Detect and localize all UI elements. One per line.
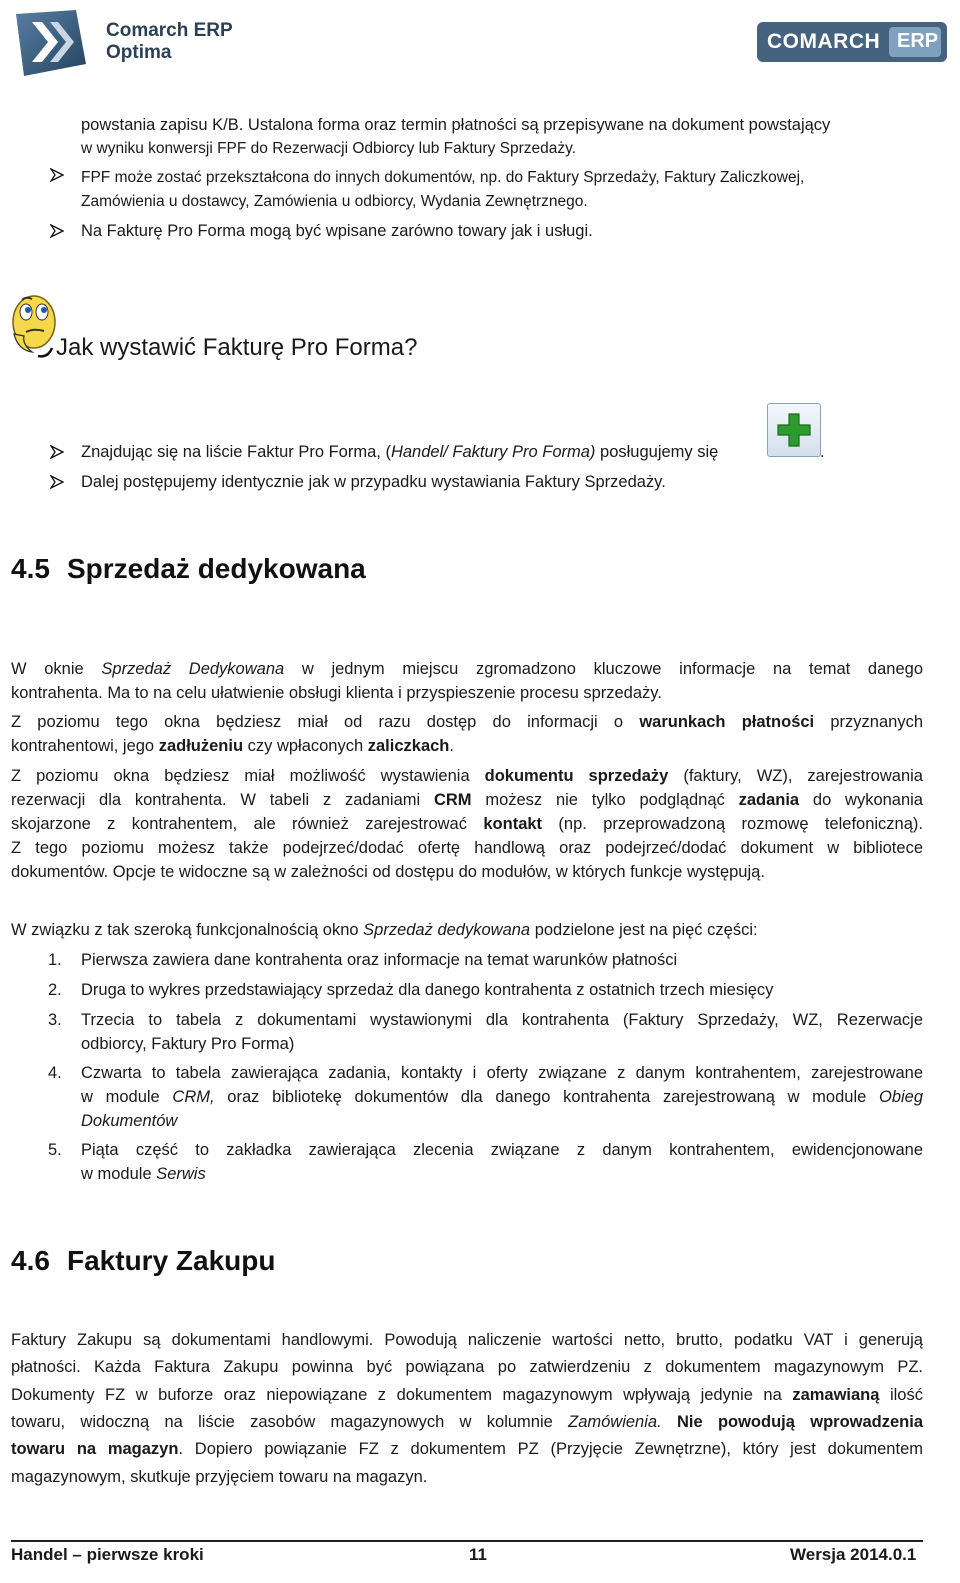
s45-p3-text-a: Z poziomu okna będziesz miał możliwość wystawienia bbox=[11, 767, 485, 785]
list-item-3-line-2: odbiorcy, Faktury Pro Forma) bbox=[81, 1035, 295, 1053]
footer-version: Wersja 2014.0.1 bbox=[790, 1545, 917, 1564]
logo-line-2: Optima bbox=[106, 42, 172, 63]
s46-text-a: Dokumenty FZ w buforze oraz niepowiązane z dokumentem magazynowym wpływają jedynie na bbox=[11, 1386, 793, 1404]
section-4-6-title: Faktury Zakupu bbox=[67, 1245, 276, 1276]
intro-bullet-1-line-2: Zamówienia u dostawcy, Zamówienia u odbiorcy, Wydania Zewnętrznego. bbox=[81, 193, 588, 210]
s45-p2-debt: zadłużeniu bbox=[158, 737, 244, 755]
bullet-arrow-icon bbox=[50, 475, 64, 489]
bullet-arrow-icon bbox=[50, 168, 64, 182]
s45-p3-text-b: (faktury, WZ), zarejestrowania bbox=[668, 767, 923, 785]
s45-p2-text-b: przyznanych bbox=[814, 713, 923, 731]
s46-line-3 bbox=[11, 1383, 923, 1407]
howto-bullet-1-path: Handel/ Faktury Pro Forma) bbox=[390, 443, 596, 461]
list-item-number: 1. bbox=[48, 951, 62, 969]
s45-p3-line-3 bbox=[11, 812, 923, 836]
list-item-5-module: Serwis bbox=[156, 1165, 206, 1183]
footer-page-number: 11 bbox=[469, 1545, 487, 1564]
s45-p3-contact: kontakt bbox=[483, 815, 543, 833]
list-item-number: 5. bbox=[48, 1141, 62, 1159]
s45-p3-crm: CRM bbox=[433, 791, 472, 809]
comarch-erp-logo bbox=[757, 22, 947, 62]
list-item-2: Druga to wykres przedstawiający sprzedaż dla danego kontrahenta z ostatnich trzech miesięcy bbox=[81, 981, 774, 999]
section-4-5-title: Sprzedaż dedykowana bbox=[67, 553, 366, 584]
list-item-4-line-3 bbox=[81, 1109, 177, 1133]
list-item-4-crm: CRM, bbox=[172, 1088, 215, 1106]
comarch-logo-text: COMARCH bbox=[767, 30, 881, 53]
list-item-number: 4. bbox=[48, 1064, 62, 1082]
s46-text-d: . Dopiero powiązanie FZ z dokumentem PZ (Przyjęcie Zewnętrzne), który jest dokumentem bbox=[178, 1440, 923, 1458]
howto-bullet-1-end: . bbox=[820, 443, 825, 461]
s45-p4-text-a: W związku z tak szeroką funkcjonalnością okno bbox=[11, 921, 364, 939]
intro-bullet-1-line-1: FPF może zostać przekształcona do innych dokumentów, np. do Faktury Sprzedaży, Faktury Zaliczkowej, bbox=[81, 169, 805, 186]
s45-p4-text-b: podzielone jest na pięć części: bbox=[530, 921, 758, 939]
list-item-5-line-1: Piąta część to zakładka zawierająca zlecenia związane z danym kontrahentem, ewidencjonowane bbox=[81, 1141, 923, 1159]
s46-text-b: ilość bbox=[879, 1386, 923, 1404]
s45-p3-text-c: rezerwacji dla kontrahenta. W tabeli z zadaniami bbox=[11, 791, 434, 809]
list-item-3-line-1: Trzecia to tabela z dokumentami wystawionymi dla kontrahenta (Faktury Sprzedaży, WZ, Rezerwacje bbox=[81, 1011, 923, 1029]
logo-line-1: Comarch ERP bbox=[106, 20, 233, 41]
footer-left: Handel – pierwsze kroki bbox=[11, 1545, 204, 1564]
erp-badge bbox=[889, 27, 941, 57]
s45-p3-sales-doc: dokumentu sprzedaży bbox=[484, 767, 669, 785]
footer-rule bbox=[11, 1540, 923, 1542]
intro-line-1: powstania zapisu K/B. Ustalona forma oraz termin płatności są przepisywane na dokument powstający bbox=[81, 116, 831, 134]
s46-line-1: Faktury Zakupu są dokumentami handlowymi. Powodują naliczenie wartości netto, brutto, podatku VAT i generują bbox=[11, 1331, 923, 1349]
s45-p2-text-d: czy wpłaconych bbox=[243, 737, 368, 755]
s46-no-intake-cont: towaru na magazyn bbox=[11, 1440, 179, 1458]
s45-p3-text-f: skojarzone z kontrahentem, ale również zarejestrować bbox=[11, 815, 484, 833]
list-item-4-module-cont: Dokumentów bbox=[81, 1112, 178, 1130]
howto-bullet-2: Dalej postępujemy identycznie jak w przypadku wystawiania Faktury Sprzedaży. bbox=[81, 473, 666, 491]
s45-p3-text-g: (np. przeprowadzoną rozmowę telefoniczną). bbox=[542, 815, 923, 833]
s46-line-4 bbox=[11, 1410, 923, 1434]
section-4-6-number: 4.6 bbox=[11, 1245, 50, 1276]
s46-line-5 bbox=[11, 1437, 923, 1461]
s45-p4 bbox=[11, 918, 758, 942]
s46-text-c: towaru, widoczną na liście zasobów magazynowych w kolumnie bbox=[11, 1413, 569, 1431]
add-plus-button[interactable] bbox=[767, 403, 821, 457]
comarch-erp-optima-logo bbox=[14, 8, 254, 78]
list-item-4-line-2 bbox=[81, 1085, 923, 1109]
howto-heading: Jak wystawić Fakturę Pro Forma? bbox=[56, 334, 418, 361]
s46-column-name: Zamówienia. bbox=[568, 1413, 662, 1431]
s46-text-space bbox=[662, 1413, 677, 1431]
s45-p1-line-1 bbox=[11, 657, 923, 681]
s45-p2-line-2 bbox=[11, 734, 454, 758]
s45-p3-line-5: dokumentów. Opcje te widoczne są w zależności od dostępu do modułów, w których funkcje występują. bbox=[11, 863, 765, 881]
s45-p1-text-b: w jednym miejscu zgromadzono kluczowe informacje na temat danego bbox=[284, 660, 923, 678]
list-item-5-text-a: w module bbox=[81, 1165, 157, 1183]
list-item-4-text-a: w module bbox=[81, 1088, 173, 1106]
s45-p2-payment-terms: warunkach płatności bbox=[639, 713, 815, 731]
s46-line-2: płatności. Każda Faktura Zakupu powinna być powiązana po zatwierdzeniu z dokumentem magazynowym PZ. bbox=[11, 1358, 923, 1376]
s45-p1-line-2: kontrahenta. Ma to na celu ułatwienie obsługi klienta i przyspieszenie procesu sprzedaży. bbox=[11, 684, 662, 702]
s46-line-6: magazynowym, skutkuje przyjęciem towaru na magazyn. bbox=[11, 1468, 428, 1486]
s45-p3-tasks: zadania bbox=[738, 791, 800, 809]
howto-bullet-1-text-b: posługujemy się bbox=[595, 443, 719, 461]
s45-p3-text-d: możesz nie tylko podglądnąć bbox=[471, 791, 739, 809]
list-item-5-line-2 bbox=[81, 1162, 206, 1186]
list-item-number: 2. bbox=[48, 981, 62, 999]
s45-p2-text-c: kontrahentowi, jego bbox=[11, 737, 159, 755]
bullet-arrow-icon bbox=[50, 224, 64, 238]
intro-bullet-2: Na Fakturę Pro Forma mogą być wpisane zarówno towary jak i usługi. bbox=[81, 222, 593, 240]
intro-line-2: w wyniku konwersji FPF do Rezerwacji Odbiorcy lub Faktury Sprzedaży. bbox=[81, 140, 577, 157]
section-4-5-number: 4.5 bbox=[11, 553, 50, 584]
s45-p3-line-2 bbox=[11, 788, 923, 812]
s45-p2-line-1 bbox=[11, 710, 923, 734]
list-item-1: Pierwsza zawiera dane kontrahenta oraz informacje na temat warunków płatności bbox=[81, 951, 678, 969]
erp-badge-text: ERP bbox=[897, 30, 939, 52]
s45-p2-text-e: . bbox=[449, 737, 454, 755]
s45-p4-window-name: Sprzedaż dedykowana bbox=[363, 921, 531, 939]
optima-emblem-icon bbox=[14, 8, 88, 78]
s46-no-intake: Nie powodują wprowadzenia bbox=[676, 1413, 924, 1431]
s45-p3-line-4: Z tego poziomu możesz także podejrzeć/dodać ofertę handlową oraz podejrzeć/dodać dokument w bibliotece bbox=[11, 839, 923, 857]
s45-p2-advances: zaliczkach bbox=[367, 737, 450, 755]
list-item-number: 3. bbox=[48, 1011, 62, 1029]
plus-icon bbox=[776, 412, 812, 448]
s45-p2-text-a: Z poziomu tego okna będziesz miał od razu dostęp do informacji o bbox=[11, 713, 640, 731]
s45-p3-text-e: do wykonania bbox=[799, 791, 923, 809]
s45-p1-window-name: Sprzedaż Dedykowana bbox=[101, 660, 285, 678]
s45-p3-line-1 bbox=[11, 764, 923, 788]
list-item-4-text-b: oraz bibliotekę dokumentów dla danego kontrahenta zarejestrowaną w module bbox=[214, 1088, 879, 1106]
bullet-arrow-icon bbox=[50, 445, 64, 459]
thinking-face-icon bbox=[8, 282, 60, 362]
s46-ordered: zamawianą bbox=[792, 1386, 880, 1404]
list-item-4-line-1: Czwarta to tabela zawierająca zadania, kontakty i oferty związane z danym kontrahentem, zarejestrowane bbox=[81, 1064, 923, 1082]
howto-bullet-1-text-a: Znajdując się na liście Faktur Pro Forma, ( bbox=[81, 443, 391, 461]
howto-bullet-1 bbox=[81, 440, 718, 464]
s45-p1-text-a: W oknie bbox=[11, 660, 102, 678]
list-item-4-module: Obieg bbox=[878, 1088, 924, 1106]
